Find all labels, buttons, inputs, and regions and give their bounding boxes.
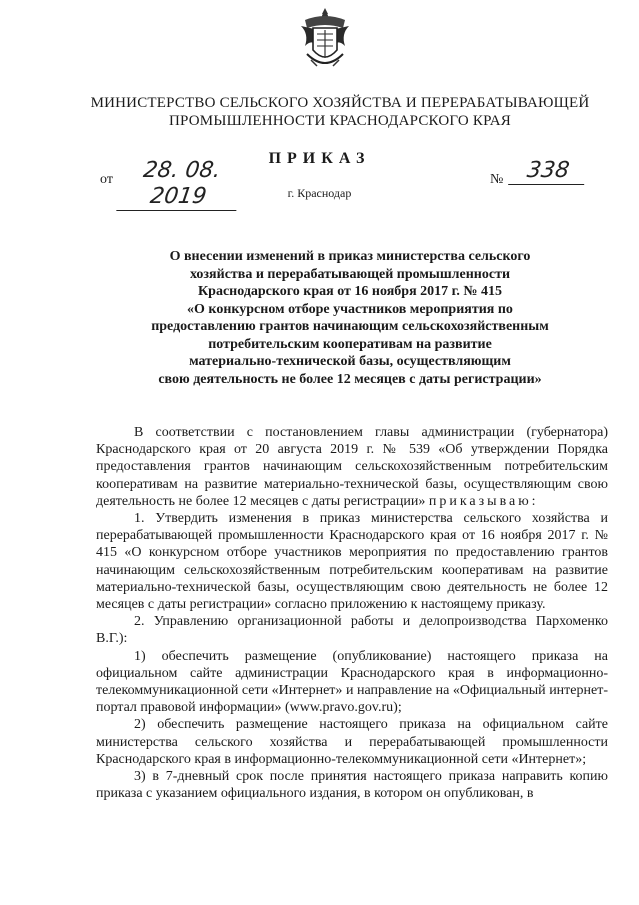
heading-line: Краснодарского края от 16 ноября 2017 г. № 415 xyxy=(198,284,502,299)
heading-line: «О конкурсном отборе участников мероприятия по xyxy=(187,301,513,317)
order-heading xyxy=(130,248,570,388)
preamble-text: В соответствии с постановлением главы администрации (губернатора) Краснодарского края от 20 августа 2019 г. № 539 «Об утверждении Порядка предоставления грантов начинающим сельскохозяйственным потребительским кооперативам на развитие материально-технической базы, осуществляющим свою деятельность не более 12 месяцев с даты регистрации» xyxy=(96,425,608,509)
date-prefix: от xyxy=(100,172,113,187)
handwritten-date: 28. 08. 2019 xyxy=(116,158,243,211)
number-prefix: № xyxy=(490,172,504,187)
ministry-name-line2: ПРОМЫШЛЕННОСТИ КРАСНОДАРСКОГО КРАЯ xyxy=(169,113,511,129)
handwritten-order-number: 338 xyxy=(508,158,588,185)
heading-line: О внесении изменений в приказ министерства сельского xyxy=(169,249,531,264)
city-label: г. Краснодар xyxy=(287,186,352,200)
order-title: ПРИКАЗ xyxy=(268,150,371,167)
heading-line: потребительским кооперативам на развитие xyxy=(208,336,492,352)
heading-line: предоставлению грантов начинающим сельскохозяйственным xyxy=(151,319,549,334)
clause-2-item-3: 3) в 7-дневный срок после принятия настоящего приказа направить копию приказа с указанием официального издания, в котором он опубликован, в xyxy=(96,769,608,802)
clause-2-item-2: 2) обеспечить размещение настоящего приказа на официальном сайте министерства сельского хозяйства и перерабатывающей промышленности Краснодарского края в информационно-телекоммуникационной сети «Интернет»; xyxy=(96,717,608,767)
order-body xyxy=(96,424,608,802)
preamble-paragraph xyxy=(96,424,608,510)
heading-line: материально-технической базы, осуществляющим xyxy=(189,354,511,369)
clause-2: 2. Управлению организационной работы и делопроизводства Пархоменко В.Г.): xyxy=(96,614,608,647)
coat-of-arms-emblem xyxy=(297,6,353,74)
clause-2-item-1: 1) обеспечить размещение (опубликование) настоящего приказа на официальном сайте администрации Краснодарского края в информационно-телекоммуникационной сети «Интернет» и направление на «Официальный интернет-портал правовой информации» (www.pravo.gov.ru); xyxy=(96,648,608,716)
ministry-name xyxy=(60,94,620,130)
heading-line: свою деятельность не более 12 месяцев с даты регистрации» xyxy=(158,371,542,387)
order-command: приказываю: xyxy=(428,493,539,509)
ministry-name-line1: МИНИСТЕРСТВО СЕЛЬСКОГО ХОЗЯЙСТВА И ПЕРЕРАБАТЫВАЮЩЕЙ xyxy=(90,95,590,111)
clause-1: 1. Утвердить изменения в приказ министерства сельского хозяйства и перерабатывающей промышленности Краснодарского края от 16 ноября 2017 г. № 415 «О конкурсном отборе участников мероприятия по предоставлению грантов начинающим сельскохозяйственным потребительским кооперативам на развитие материально-технической базы, осуществляющим свою деятельность не более 12 месяцев с даты регистрации» согласно приложению к настоящему приказу. xyxy=(96,511,608,613)
heading-line: хозяйства и перерабатывающей промышленности xyxy=(189,266,511,282)
